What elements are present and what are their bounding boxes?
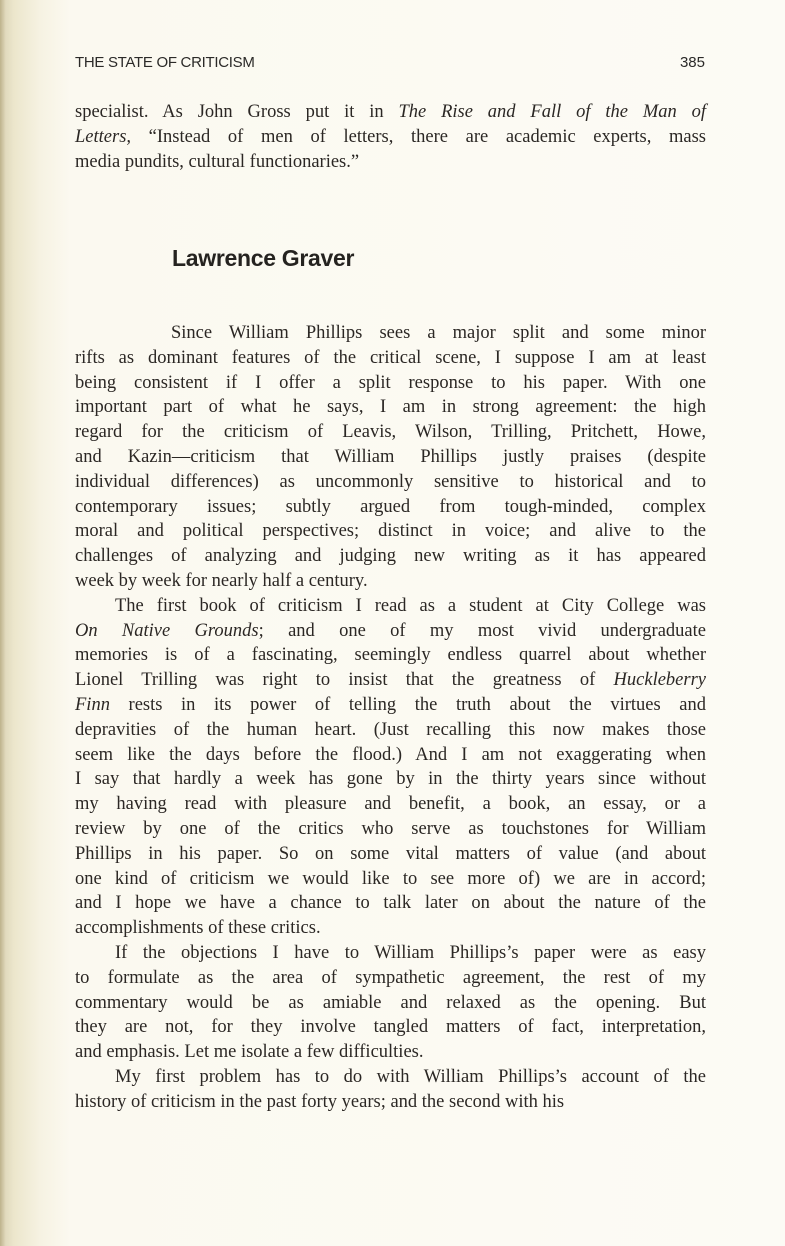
text-line — [75, 495, 706, 519]
running-head: THE STATE OF CRITICISM — [75, 54, 255, 71]
text-line — [75, 1040, 706, 1064]
text-run: important part of what he says, I am in strong agreement: the high — [75, 397, 706, 418]
text-run: commentary would be as amiable and relaxed as the opening. But — [75, 992, 706, 1013]
text-line — [75, 569, 706, 593]
text-run: I say that hardly a week has gone by in the thirty years since without — [75, 769, 706, 790]
text-run: one kind of criticism we would like to see more of) we are in accord; — [75, 868, 706, 889]
book-gutter-shadow — [0, 0, 6, 1246]
text-line — [115, 1065, 706, 1089]
text-run: my having read with pleasure and benefit, a book, an essay, or a — [75, 794, 706, 815]
text-run: to formulate as the area of sympathetic agreement, the rest of my — [75, 967, 706, 988]
text-run: media pundits, cultural functionaries.” — [75, 151, 360, 172]
text-line — [75, 125, 706, 149]
text-line — [75, 544, 706, 568]
text-line — [75, 966, 706, 990]
text-line — [75, 619, 706, 643]
text-run: Lionel Trilling was right to insist that the greatness of — [75, 670, 614, 691]
text-run: “Instead of men of letters, there are academic experts, mass — [131, 126, 706, 147]
text-line — [75, 150, 706, 174]
text-line — [75, 346, 706, 370]
text-line — [75, 916, 706, 940]
text-run: challenges of analyzing and judging new writing as it has appeared — [75, 546, 706, 567]
text-line — [75, 891, 706, 915]
text-line — [75, 519, 706, 543]
text-run: ; and one of my most vivid undergraduate — [258, 620, 706, 641]
text-run: and I hope we have a chance to talk later on about the nature of the — [75, 893, 706, 914]
text-run: memories is of a fascinating, seemingly endless quarrel about whether — [75, 645, 706, 666]
text-run: week by week for nearly half a century. — [75, 571, 368, 591]
italic-title: Huckleberry — [613, 670, 706, 691]
section-author-heading: Lawrence Graver — [172, 245, 355, 271]
italic-title: The Rise and Fall of the Man of — [398, 102, 706, 122]
text-line — [75, 743, 706, 767]
text-run: they are not, for they involve tangled matters of fact, interpretation, — [75, 1017, 706, 1038]
text-run: My first problem has to do with William Phillips’s account of the — [115, 1067, 706, 1087]
text-run: If the objections I have to William Phillips’s paper were as easy — [115, 943, 706, 963]
text-line — [75, 991, 706, 1015]
italic-title: Letters, — [75, 126, 132, 147]
text-line — [75, 693, 706, 717]
text-line — [75, 100, 706, 124]
text-run: The first book of criticism I read as a student at City College was — [115, 595, 706, 616]
text-line — [75, 445, 706, 469]
text-run: and emphasis. Let me isolate a few difficulties. — [75, 1042, 424, 1063]
text-run: regard for the criticism of Leavis, Wilson, Trilling, Pritchett, Howe, — [75, 422, 706, 443]
text-run: moral and political perspectives; distinct in voice; and alive to the — [75, 521, 706, 542]
italic-title: Finn — [75, 695, 110, 715]
text-run: specialist. As John Gross put it in — [75, 102, 399, 122]
text-run: Phillips in his paper. So on some vital matters of value (and about — [75, 843, 706, 864]
text-line — [75, 643, 706, 667]
text-run: rifts as dominant features of the critical scene, I suppose I am at least — [75, 347, 706, 368]
text-line — [75, 842, 706, 866]
text-run: contemporary issues; subtly argued from tough-minded, complex — [75, 496, 706, 517]
text-run: rests in its power of telling the truth about the virtues and — [109, 695, 706, 715]
page-number: 385 — [679, 54, 705, 71]
text-run: seem like the days before the flood.) And I am not exaggerating when — [75, 744, 706, 765]
text-line — [75, 1090, 706, 1114]
text-line — [75, 395, 706, 419]
text-line — [75, 371, 706, 395]
text-run: and Kazin—criticism that William Phillips justly praises (despite — [75, 447, 706, 467]
text-line — [75, 767, 706, 791]
text-line — [75, 668, 706, 692]
text-line — [75, 1015, 706, 1039]
text-run: being consistent if I offer a split response to his paper. With one — [75, 372, 706, 393]
text-line — [75, 817, 706, 841]
text-line — [171, 321, 706, 345]
text-run: accomplishments of these critics. — [75, 918, 321, 939]
text-line — [75, 420, 706, 444]
text-line — [75, 470, 706, 494]
text-run: depravities of the human heart. (Just recalling this now makes those — [75, 719, 706, 740]
text-run: history of criticism in the past forty years; and the second with his — [75, 1091, 565, 1112]
text-run: review by one of the critics who serve as touchstones for William — [75, 819, 706, 839]
text-line — [75, 867, 706, 891]
text-line — [75, 792, 706, 816]
italic-title: On Native Grounds — [75, 620, 259, 641]
text-run: Since William Phillips sees a major split and some minor — [171, 323, 706, 343]
text-line — [75, 718, 706, 742]
text-line — [115, 594, 706, 618]
text-line — [115, 941, 706, 965]
text-run: individual differences) as uncommonly sensitive to historical and to — [75, 471, 706, 492]
